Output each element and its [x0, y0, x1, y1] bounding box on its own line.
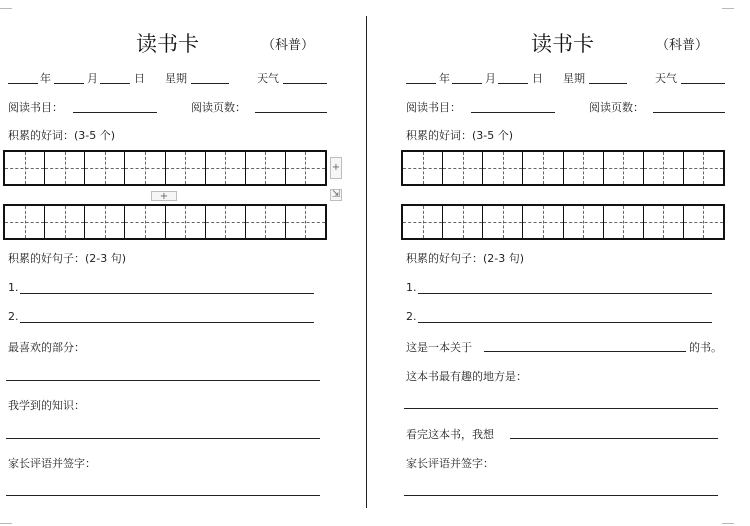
pages-blank[interactable] [255, 112, 327, 113]
sentence-2-blank[interactable] [418, 322, 712, 323]
parent-comment-label: 家长评语并签字： [8, 457, 96, 470]
month-label: 月 [485, 72, 496, 85]
week-blank[interactable] [589, 83, 627, 84]
card-category: （科普） [262, 38, 315, 53]
sentence-1-label: 1. [8, 281, 19, 294]
words-label: 积累的好词：(3-5 个) [8, 129, 116, 142]
page-corner-mark [722, 511, 734, 524]
book-label: 阅读书目： [406, 101, 461, 114]
column-divider [366, 16, 367, 508]
weather-label: 天气 [655, 72, 677, 85]
after-reading-blank[interactable] [510, 438, 718, 439]
book-label: 阅读书目： [8, 101, 63, 114]
sentence-2-label: 2. [406, 310, 417, 323]
card-title: 读书卡 [531, 32, 594, 56]
parent-comment-blank[interactable] [6, 495, 320, 496]
day-label: 日 [134, 72, 145, 85]
year-blank[interactable] [406, 83, 436, 84]
sentence-2-blank[interactable] [20, 322, 314, 323]
year-label: 年 [439, 72, 450, 85]
sentences-label: 积累的好句子：(2-3 句) [406, 252, 525, 265]
card-title: 读书卡 [136, 32, 199, 56]
word-grid-1[interactable] [401, 150, 725, 186]
words-label: 积累的好词：(3-5 个) [406, 129, 514, 142]
page-corner-mark [0, 8, 12, 21]
page-corner-mark [0, 511, 12, 524]
most-interesting-label: 这本书最有趣的地方是： [406, 370, 527, 383]
book-about-label: 这是一本关于 [406, 341, 472, 354]
word-grid-2[interactable] [401, 204, 725, 240]
month-blank[interactable] [54, 83, 84, 84]
year-label: 年 [40, 72, 51, 85]
parent-comment-label: 家长评语并签字： [406, 457, 494, 470]
weather-blank[interactable] [681, 83, 725, 84]
day-blank[interactable] [498, 83, 528, 84]
weather-label: 天气 [257, 72, 279, 85]
pages-label: 阅读页数： [589, 101, 644, 114]
card-category: （科普） [656, 38, 709, 53]
day-label: 日 [532, 72, 543, 85]
book-blank[interactable] [73, 112, 157, 113]
page-corner-mark [722, 8, 734, 21]
sentence-2-label: 2. [8, 310, 19, 323]
book-about-suffix: 的书。 [689, 341, 722, 354]
sentences-label: 积累的好句子：(2-3 句) [8, 252, 127, 265]
word-grid-2[interactable] [3, 204, 327, 240]
pages-label: 阅读页数： [191, 101, 246, 114]
month-blank[interactable] [452, 83, 482, 84]
most-interesting-blank[interactable] [404, 408, 718, 409]
week-label: 星期 [165, 72, 187, 85]
day-blank[interactable] [100, 83, 130, 84]
learned-blank[interactable] [6, 438, 320, 439]
learned-label: 我学到的知识： [8, 399, 85, 412]
favorite-part-blank[interactable] [6, 380, 320, 381]
weather-blank[interactable] [283, 83, 327, 84]
sentence-1-label: 1. [406, 281, 417, 294]
month-label: 月 [87, 72, 98, 85]
sentence-1-blank[interactable] [418, 293, 712, 294]
word-grid-1[interactable] [3, 150, 327, 186]
add-column-handle[interactable]: + [330, 157, 342, 179]
resize-table-icon[interactable]: ⇲ [331, 189, 341, 200]
year-blank[interactable] [8, 83, 38, 84]
sentence-1-blank[interactable] [20, 293, 314, 294]
favorite-part-label: 最喜欢的部分： [8, 341, 85, 354]
parent-comment-blank[interactable] [404, 495, 718, 496]
book-blank[interactable] [471, 112, 555, 113]
book-about-blank[interactable] [484, 351, 686, 352]
week-label: 星期 [563, 72, 585, 85]
pages-blank[interactable] [653, 112, 725, 113]
add-row-handle[interactable]: + [151, 191, 177, 201]
week-blank[interactable] [191, 83, 229, 84]
after-reading-label: 看完这本书，我想 [406, 428, 494, 441]
